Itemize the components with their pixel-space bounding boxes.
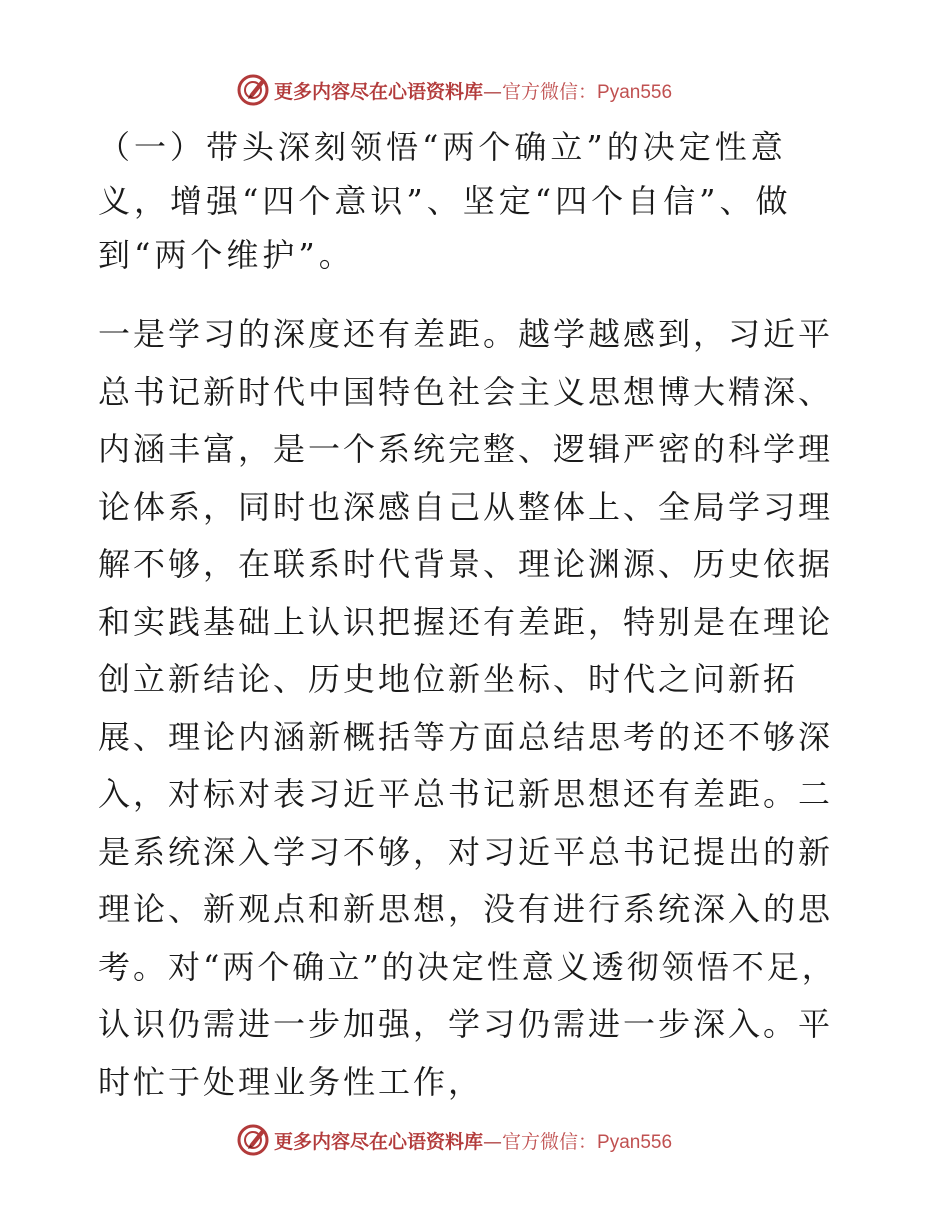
footer-watermark-banner [236, 1122, 672, 1158]
logo-icon [236, 1123, 270, 1157]
watermark-site-name: 更多内容尽在心语资料库 [274, 80, 484, 103]
watermark-wechat-label: 官方微信： [502, 1130, 598, 1153]
watermark-site-name: 更多内容尽在心语资料库 [274, 1130, 484, 1153]
section-heading: （一）带头深刻领悟“两个确立”的决定性意义，增强“四个意识”、坚定“四个自信”、做到“两个维护”。 [98, 128, 792, 274]
header-watermark-banner [236, 72, 672, 108]
watermark-dash: — [483, 80, 503, 103]
logo-icon [236, 73, 270, 107]
watermark-dash: — [483, 1130, 503, 1153]
watermark-wechat-label: 官方微信： [502, 80, 598, 103]
watermark-wechat-id: Pyan556 [597, 81, 673, 103]
watermark-wechat-id: Pyan556 [597, 1131, 673, 1153]
watermark-text [274, 1127, 672, 1154]
body-paragraph: 一是学习的深度还有差距。越学越感到，习近平总书记新时代中国特色社会主义思想博大精深、内涵丰富，是一个系统完整、逻辑严密的科学理论体系，同时也深感自己从整体上、全局学习理解不够，在联系时代背景、理论渊源、历史依据和实践基础上认识把握还有差距，特别是在理论创立新结论、历史地位新坐标、时代之问新拓展、理论内涵新概括等方面总结思考的还不够深入，对标对表习近平总书记新思想还有差距。二是系统深入学习不够，对习近平总书记提出的新理论、新观点和新思想，没有进行系统深入的思考。对“两个确立”的决定性意义透彻领悟不足，认识仍需进一步加强，学习仍需进一步深入。平时忙于处理业务性工作， [98, 315, 837, 1101]
watermark-text [274, 77, 672, 104]
